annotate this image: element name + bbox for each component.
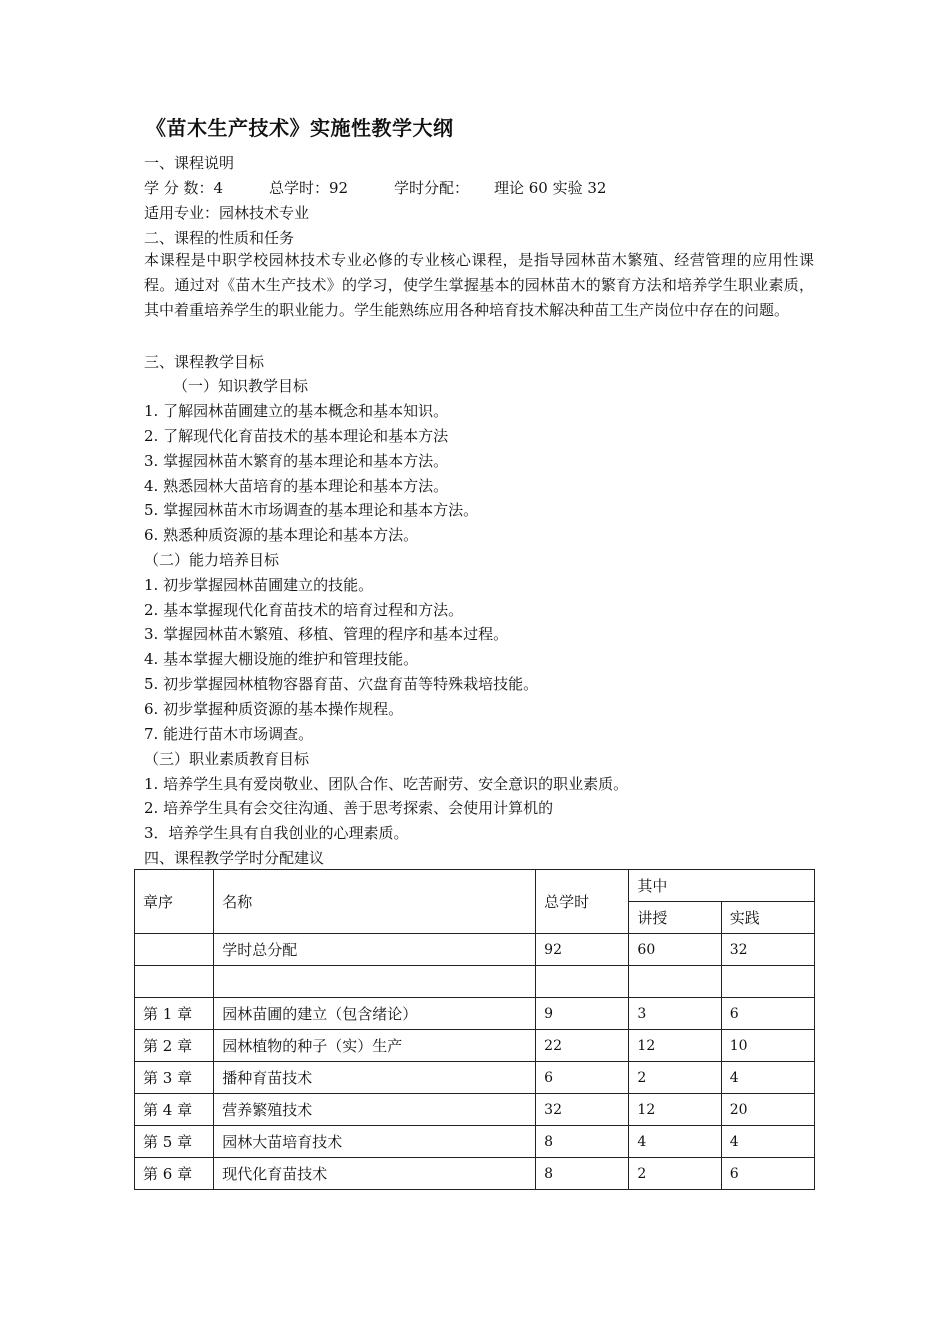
document-title: 《苗木生产技术》实施性教学大纲 [146,116,454,140]
table-cell: 4 [629,1126,721,1158]
subheading-knowledge: （一）知识教学目标 [173,377,309,395]
list-item: 6. 熟悉种质资源的基本理论和基本方法。 [144,526,419,544]
table-cell: 营养繁殖技术 [214,1094,536,1126]
table-cell: 6 [721,998,814,1030]
table-row-total [135,934,815,966]
table-cell: 9 [536,998,629,1030]
applicable-major: 适用专业：园林技术专业 [144,204,310,222]
list-item: 5. 掌握园林苗木市场调查的基本理论和基本方法。 [144,501,479,519]
table-cell: 20 [721,1094,814,1126]
table-row [135,1126,815,1158]
section-heading-3: 三、课程教学目标 [144,353,265,371]
section-heading-2: 二、课程的性质和任务 [144,229,295,247]
header-practice: 实践 [721,902,814,934]
table-cell: 第 2 章 [135,1030,214,1062]
table-cell: 8 [536,1126,629,1158]
hours-split: 理论 60 实验 32 [494,179,607,197]
header-of-which: 其中 [629,870,815,902]
table-cell: 12 [629,1094,721,1126]
table-cell: 6 [721,1158,814,1190]
list-item: 7. 能进行苗木市场调查。 [144,725,314,743]
table-cell: 第 3 章 [135,1062,214,1094]
table-cell [135,934,214,966]
table-row-empty [135,966,815,998]
table-cell: 12 [629,1030,721,1062]
table-row [135,1158,815,1190]
table-cell: 园林大苗培育技术 [214,1126,536,1158]
table-cell: 32 [721,934,814,966]
table-row [135,998,815,1030]
table-header-row [135,870,815,902]
header-chapter-order: 章序 [135,870,214,934]
list-item: 2. 了解现代化育苗技术的基本理论和基本方法 [144,427,449,445]
table-cell: 32 [536,1094,629,1126]
list-item: 4. 基本掌握大棚设施的维护和管理技能。 [144,650,419,668]
table-row [135,1062,815,1094]
table-cell [135,966,214,998]
table-cell: 4 [721,1062,814,1094]
table-cell: 学时总分配 [214,934,536,966]
table-cell: 6 [536,1062,629,1094]
list-item: 1. 了解园林苗圃建立的基本概念和基本知识。 [144,402,449,420]
list-item: 1. 初步掌握园林苗圃建立的技能。 [144,576,374,594]
table-cell [629,966,721,998]
table-cell: 第 6 章 [135,1158,214,1190]
table-cell: 10 [721,1030,814,1062]
table-cell: 3 [629,998,721,1030]
total-hours: 总学时：92 [269,179,349,197]
table-cell: 4 [721,1126,814,1158]
list-item: 4. 熟悉园林大苗培育的基本理论和基本方法。 [144,477,449,495]
table-cell: 2 [629,1158,721,1190]
table-cell: 92 [536,934,629,966]
table-cell: 第 1 章 [135,998,214,1030]
table-cell: 第 5 章 [135,1126,214,1158]
table-cell: 现代化育苗技术 [214,1158,536,1190]
list-item: 6. 初步掌握种质资源的基本操作规程。 [144,700,404,718]
subheading-quality: （三）职业素质教育目标 [144,750,310,768]
table-cell: 第 4 章 [135,1094,214,1126]
table-cell: 2 [629,1062,721,1094]
hours-allocation-table [134,869,815,1190]
header-total-hours: 总学时 [536,870,629,934]
table-cell: 园林植物的种子（实）生产 [214,1030,536,1062]
table-cell [721,966,814,998]
table-cell: 园林苗圃的建立（包含绪论） [214,998,536,1030]
list-item: 1. 培养学生具有爱岗敬业、团队合作、吃苦耐劳、安全意识的职业素质。 [144,775,629,793]
hours-allocation-label: 学时分配： [394,179,470,197]
table-row [135,1094,815,1126]
list-item: 2. 基本掌握现代化育苗技术的培育过程和方法。 [144,601,464,619]
table-cell: 60 [629,934,721,966]
table-cell: 22 [536,1030,629,1062]
list-item: 2. 培养学生具有会交往沟通、善于思考探索、会使用计算机的 [144,799,554,817]
table-cell: 8 [536,1158,629,1190]
header-lecture: 讲授 [629,902,721,934]
table-cell: 播种育苗技术 [214,1062,536,1094]
list-item: 5. 初步掌握园林植物容器育苗、穴盘育苗等特殊栽培技能。 [144,675,539,693]
subheading-ability: （二）能力培养目标 [144,551,280,569]
credit-value: 学 分 数：4 [144,179,224,197]
table-row [135,1030,815,1062]
header-name: 名称 [214,870,536,934]
table-cell [214,966,536,998]
section-heading-4: 四、课程教学学时分配建议 [144,849,325,867]
list-item: 3．培养学生具有自我创业的心理素质。 [144,824,409,842]
list-item: 3. 掌握园林苗木繁殖、移植、管理的程序和基本过程。 [144,625,509,643]
list-item: 3. 掌握园林苗木繁育的基本理论和基本方法。 [144,452,449,470]
credits-line [144,178,606,198]
section-heading-1: 一、课程说明 [144,154,235,172]
table-cell [536,966,629,998]
course-description: 本课程是中职学校园林技术专业必修的专业核心课程，是指导园林苗木繁殖、经营管理的应用性课程。通过对《苗木生产技术》的学习，使学生掌握基本的园林苗木的繁育方法和培养学生职业素质，其中着重培养学生的职业能力。学生能熟练应用各种培育技术解决种苗工生产岗位中存在的问题。 [144,251,814,319]
